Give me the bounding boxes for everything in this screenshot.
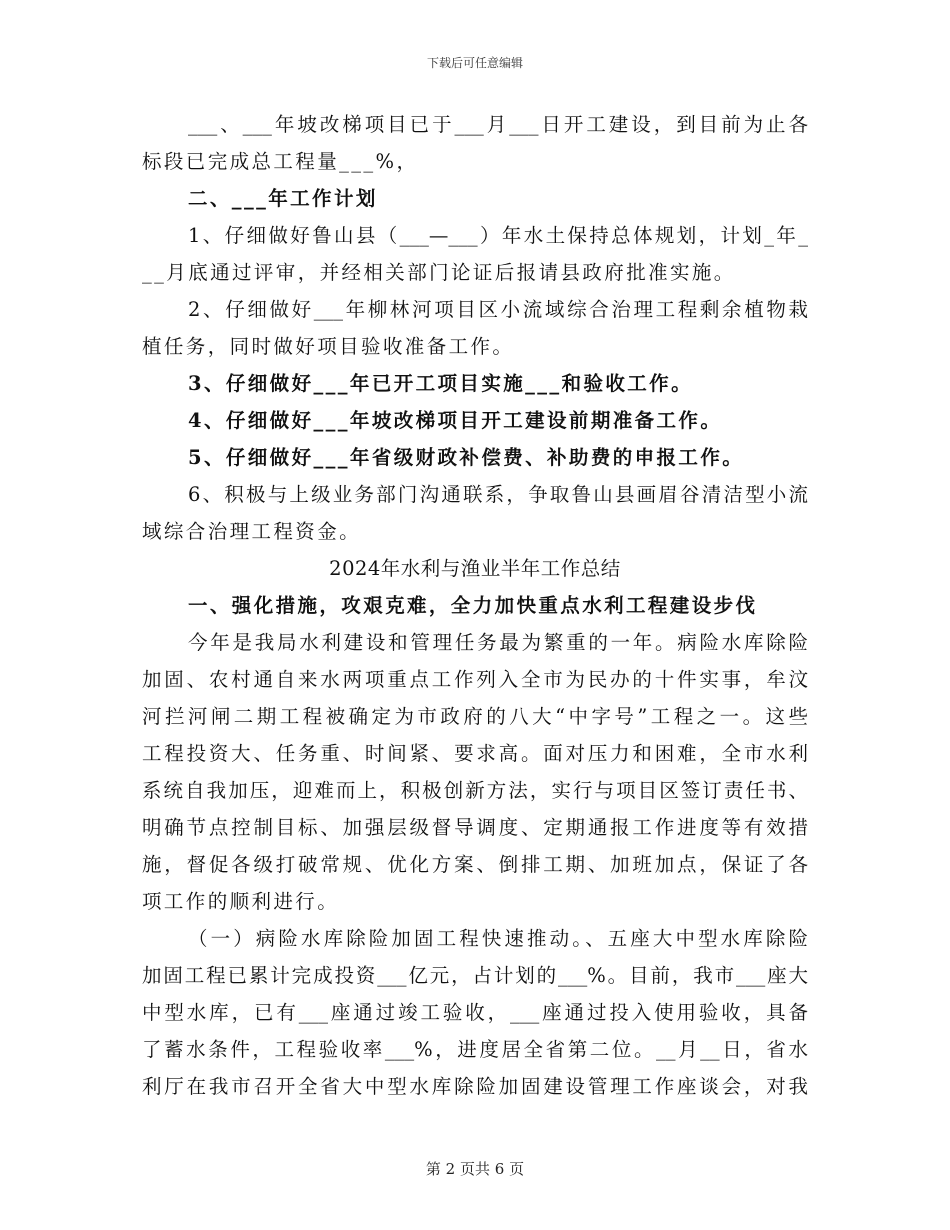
text-line: 工程投资大、任务重、时间紧、要求高。面对压力和困难，全市水利 (142, 742, 808, 765)
bold-item: 5、仔细做好___年省级财政补偿费、补助费的申报工作。 (188, 446, 745, 469)
bold-item: 3、仔细做好___年已开工项目实施___和验收工作。 (188, 372, 693, 395)
text-line: （一）病险水库除险加固工程快速推动。、五座大中型水库除险 (188, 927, 808, 950)
text-line: 中型水库，已有___座通过竣工验收，___座通过投入使用验收，具备 (142, 1001, 808, 1024)
text-line: 利厅在我市召开全省大中型水库除险加固建设管理工作座谈会，对我 (142, 1075, 808, 1098)
text-line: 加固工程已累计完成投资___亿元，占计划的___%。目前，我市___座大 (142, 964, 808, 987)
text-line: __月底通过评审，并经相关部门论证后报请县政府批准实施。 (142, 261, 736, 284)
text-line: 施，督促各级打破常规、优化方案、倒排工期、加班加点，保证了各 (142, 853, 808, 876)
text-line: ___、___年坡改梯项目已于___月___日开工建设，到目前为止各 (188, 113, 808, 136)
text-line: 明确节点控制目标、加强层级督导调度、定期通报工作进度等有效措 (142, 816, 808, 839)
header-note: 下载后可任意编辑 (426, 56, 523, 70)
text-line: 加固、农村通自来水两项重点工作列入全市为民办的十件实事，牟汶 (142, 668, 808, 691)
page-number-footer: 第 2 页共 6 页 (425, 1160, 525, 1178)
text-line: 1、仔细做好鲁山县（___—___）年水土保持总体规划，计划_年_ (188, 224, 808, 247)
text-line: 植任务，同时做好项目验收准备工作。 (142, 335, 515, 358)
document-title: 2024年水利与渔业半年工作总结 (329, 557, 621, 580)
text-line: 今年是我局水利建设和管理任务最为繁重的一年。病险水库除险 (188, 631, 808, 654)
text-line: 河拦河闸二期工程被确定为市政府的八大“中字号”工程之一。这些 (142, 705, 808, 728)
text-line: 标段已完成总工程量___%， (142, 150, 419, 173)
text-line: 系统自我加压，迎难而上，积极创新方法，实行与项目区签订责任书、 (142, 779, 808, 802)
section-heading: 二、___年工作计划 (188, 187, 378, 210)
text-line: 2、仔细做好___年柳林河项目区小流域综合治理工程剩余植物栽 (188, 298, 808, 321)
bold-item: 4、仔细做好___年坡改梯项目开工建设前期准备工作。 (188, 409, 723, 432)
text-line: 了蓄水条件，工程验收率___%，进度居全省第二位。__月__日，省水 (142, 1038, 808, 1061)
document-body (142, 106, 808, 1105)
text-line: 项工作的顺利进行。 (142, 890, 340, 913)
section-heading: 一、强化措施，攻艰克难，全力加快重点水利工程建设步伐 (188, 594, 758, 617)
text-line: 域综合治理工程资金。 (142, 520, 362, 543)
text-line: 6、积极与上级业务部门沟通联系，争取鲁山县画眉谷清洁型小流 (188, 483, 808, 506)
